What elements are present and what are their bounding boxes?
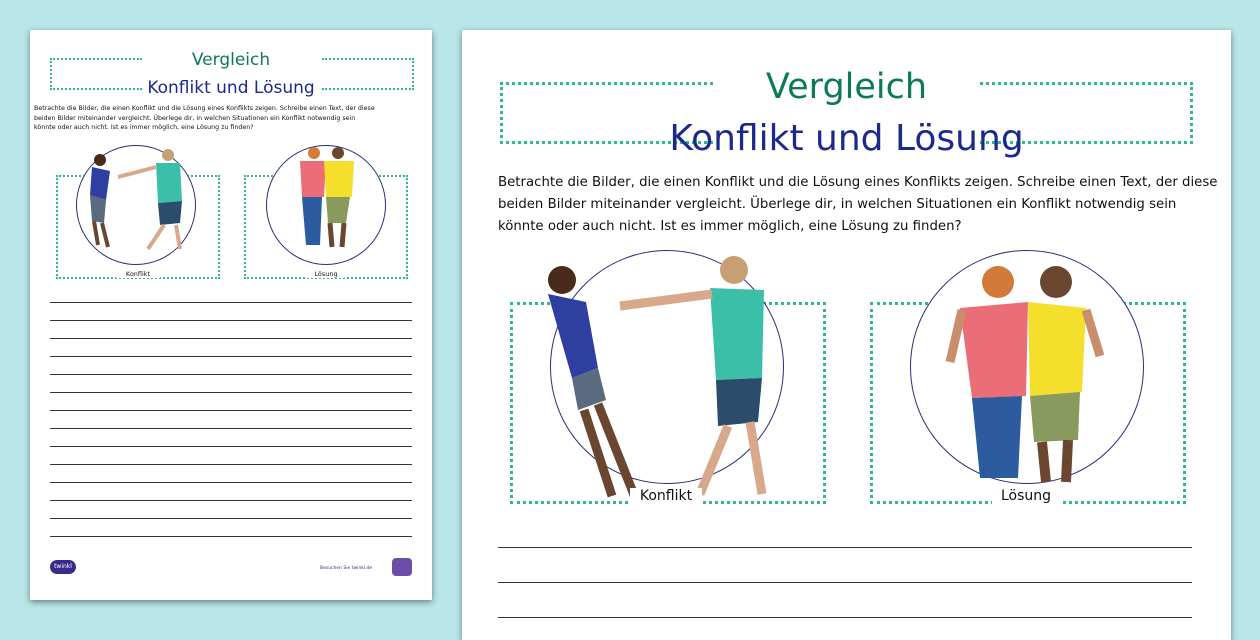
page-title-large: Vergleich — [765, 67, 928, 107]
page-subtitle-large: Konflikt und Lösung — [669, 118, 1024, 159]
twinkl-logo: twinkl — [50, 560, 76, 574]
worksheet-preview-small — [30, 30, 432, 600]
conflict-illustration-large — [550, 250, 782, 482]
solution-illustration — [266, 145, 384, 263]
instruction-text-large: Betrachte die Bilder, die einen Konflikt und die Lösung eines Konflikts zeigen. Schreibe einen Text, der diese beiden Bilder miteinander vergleicht. Überlege dir, in welchen Situationen ein Konflikt notwendig sein könnte oder auch nicht. Ist es immer möglich, eine Lösung zu finden? — [498, 175, 1218, 234]
instruction-text: Betrachte die Bilder, die einen Konflikt und die Lösung eines Konflikts zeigen. Schreibe einen Text, der diese beiden Bilder miteinander vergleicht. Überlege dir, in welchen Situationen ein Konflikt notwendig sein könnte oder auch nicht. Ist es immer möglich, eine Lösung zu finden? — [34, 105, 375, 131]
page-subtitle: Konflikt und Lösung — [147, 78, 315, 98]
worksheet-preview-large — [462, 30, 1231, 640]
caption-solution: Lösung — [306, 270, 346, 278]
conflict-illustration — [76, 145, 194, 263]
caption-conflict-large: Konflikt — [630, 488, 702, 504]
footer-url: Besuchen Sie twinkl.de — [320, 566, 373, 571]
caption-conflict: Konflikt — [116, 270, 160, 278]
solution-illustration-large — [910, 250, 1142, 482]
caption-solution-large: Lösung — [992, 488, 1060, 504]
page-title: Vergleich — [191, 50, 271, 70]
footer-badge-icon — [392, 558, 412, 576]
